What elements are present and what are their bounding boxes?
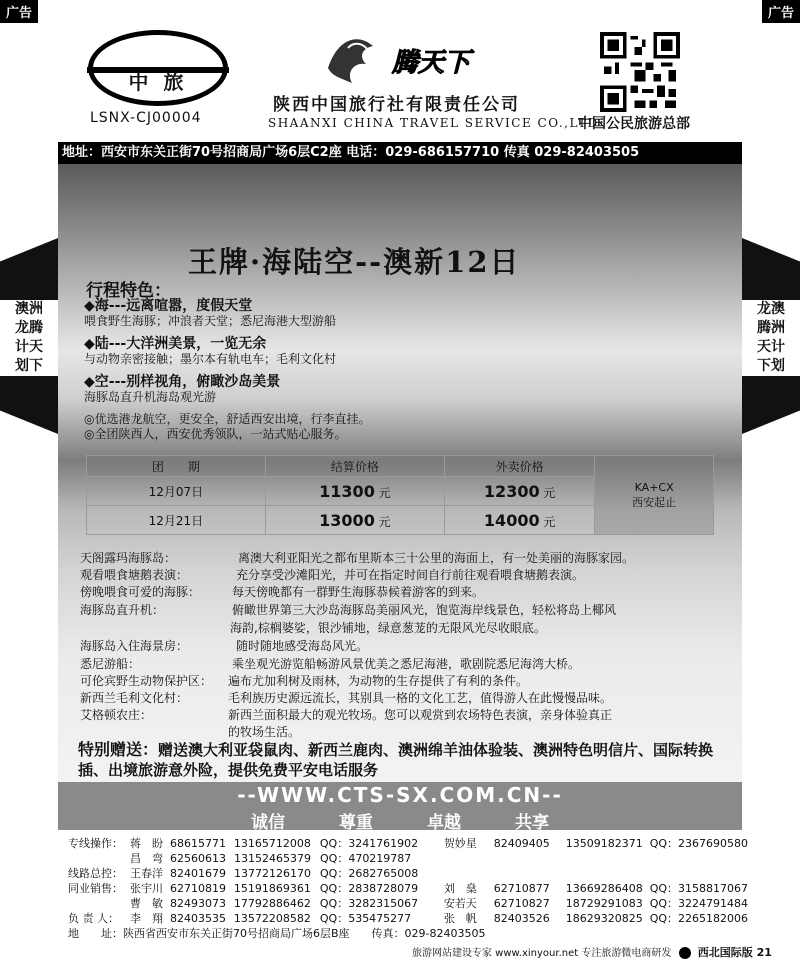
footer-left: 旅游网站建设专家 www.xinyour.net 专注旅游微电商研发 — [412, 948, 672, 959]
footer-logo-icon — [679, 947, 691, 959]
header-settle: 结算价格 — [265, 456, 444, 477]
company-name-en: SHAANXI CHINA TRAVEL SERVICE CO.,LTD — [268, 116, 599, 130]
contact-address: 地 址：陕西省西安市东关正街70号招商局广场6层B座 传真：029-82403505 — [68, 927, 486, 940]
contact-list — [68, 836, 748, 941]
license-number: LSNX-CJ00004 — [90, 110, 202, 126]
itinerary-label: 艾格顿农庄： — [80, 708, 153, 722]
itinerary-text: 遍布尤加利树及雨林，为动物的生存提供了有利的条件。 — [228, 674, 529, 688]
itinerary-label: 观看喂食塘鹅表演： — [80, 568, 189, 582]
itinerary-label: 悉尼游船： — [80, 657, 141, 671]
logo-text: 中 旅 — [128, 69, 188, 94]
contact-row: 曹 敏 82493073 17792886462 QQ：3282315067 安若天 62710827 18729291083 QQ：3224791484 — [129, 897, 749, 910]
dragon-icon — [318, 28, 388, 88]
price-table — [86, 455, 714, 535]
itinerary-text: 乘坐观光游览船畅游风景优美之悉尼海港，歌剧院悉尼海湾大桥。 — [232, 657, 581, 671]
footer-right: 西北国际版 21 — [697, 946, 772, 959]
feature-notes: ◎优选港龙航空，更安全，舒适西安出境，行李直挂。 ◎全团陕西人，西安优秀领队，一站式贴心服务。 — [84, 412, 371, 441]
itinerary-label: 海豚岛入住海景房： — [80, 639, 189, 653]
qr-label: 中国公民旅游总部 — [578, 116, 690, 132]
contact-row: 专线操作： 蒋 盼 68615771 13165712008 QQ：3241761902 贺妙星 82409405 13509182371 QQ：2367690580 — [68, 837, 749, 850]
itinerary-text: 充分享受沙滩阳光，并可在指定时间自行前往观看喂食塘鹅表演。 — [236, 568, 585, 582]
header-retail: 外卖价格 — [445, 456, 595, 477]
itinerary-text: 的牧场生活。 — [228, 725, 301, 739]
special-gift — [78, 740, 728, 780]
page-footer — [412, 944, 772, 960]
gift-text: 赠送澳大利亚袋鼠肉、新西兰鹿肉、澳洲绵羊油体验装、澳洲特色明信片、国际转换插、出境旅游意外险，提供免费平安电话服务 — [78, 741, 714, 779]
itinerary-text: 俯瞰世界第三大沙岛海豚岛美丽风光，饱览海岸线景色，轻松将岛上椰风 — [232, 603, 617, 617]
address-bar: 地址：西安市东关正街70号招商局广场6层C2座 电话：029-686157710 传真 029-82403505 — [58, 142, 742, 164]
itinerary-label: 天阁露玛海豚岛： — [80, 551, 177, 565]
contact-row: 同业销售： 张宇川 62710819 15191869361 QQ：2838728079 刘 燊 62710877 13669286408 QQ：3158817067 — [68, 882, 749, 895]
feature-item: ◆海---远离喧嚣，度假天堂 喂食野生海豚；冲浪者天堂；悉尼海港大型游船 — [84, 298, 337, 328]
itinerary-text: 海韵,棕榈婆娑，银沙铺地，绿意葱茏的无限风光尽收眼底。 — [230, 621, 546, 635]
company-name-cn: 陕西中国旅行社有限责任公司 — [273, 95, 520, 115]
itinerary-text: 离澳大利亚阳光之都布里斯本三十公里的海面上，有一处美丽的海豚家园。 — [238, 551, 635, 565]
contact-row: 线路总控： 王春洋 82401679 13772126170 QQ：2682765008 — [68, 867, 419, 880]
features-heading: 行程特色： — [86, 281, 171, 301]
header-date: 团 期 — [87, 456, 266, 477]
side-label-right: 龙澳 腾洲 天计 下划 — [742, 300, 800, 376]
gift-label: 特别赠送： — [78, 740, 159, 759]
url-bar — [58, 782, 742, 833]
itinerary-text: 毛利族历史源远流长，其别具一格的文化工艺，值得游人在此慢慢品味。 — [228, 691, 613, 705]
ad-tag-right: 广告 — [762, 0, 800, 23]
itinerary-label: 可伦宾野生动物保护区： — [80, 674, 213, 688]
ad-tag-left: 广告 — [0, 0, 38, 23]
qr-code-icon[interactable] — [600, 32, 680, 112]
itinerary-text: 新西兰面积最大的观光牧场。您可以观赏到农场特色表演，亲身体验真正 — [228, 708, 613, 722]
itinerary-label: 傍晚喂食可爱的海豚： — [80, 585, 201, 599]
feature-item: ◆空---别样视角，俯瞰沙岛美景 海豚岛直升机海岛观光游 — [84, 374, 281, 404]
table-row: 12月07日 11300 元 12300 元 — [87, 477, 714, 506]
itinerary-label: 海豚岛直升机： — [80, 603, 165, 617]
feature-item: ◆陆---大洋洲美景，一览无余 与动物亲密接触；墨尔本有轨电车；毛利文化村 — [84, 336, 337, 366]
cts-logo — [88, 30, 228, 106]
flight-note: KA+CX 西安起止 — [595, 456, 714, 535]
itinerary-label: 新西兰毛利文化村： — [80, 691, 189, 705]
tour-title: 王牌·海陆空--澳新12日 — [188, 245, 521, 279]
itinerary-text: 每天傍晚都有一群野生海豚恭候着游客的到来。 — [232, 585, 485, 599]
contact-row: 昌 弯 62560613 13152465379 QQ：470219787 — [130, 852, 412, 865]
contact-row: 负 责 人： 李 翔 82403535 13572208582 QQ：535475277 张 帆 82403526 18629320825 QQ：2265182006 — [68, 912, 749, 925]
values-row: 诚信 尊重 卓越 共享 — [251, 813, 549, 833]
website-link[interactable]: --WWW.CTS-SX.COM.CN-- — [237, 783, 563, 807]
side-label-left: 澳洲 龙腾 计天 划下 — [0, 300, 58, 376]
table-row: 12月21日 13000 元 14000 元 — [87, 506, 714, 535]
brand-slogan: 腾天下 — [392, 48, 471, 78]
itinerary-text: 随时随地感受海岛风光。 — [236, 639, 369, 653]
